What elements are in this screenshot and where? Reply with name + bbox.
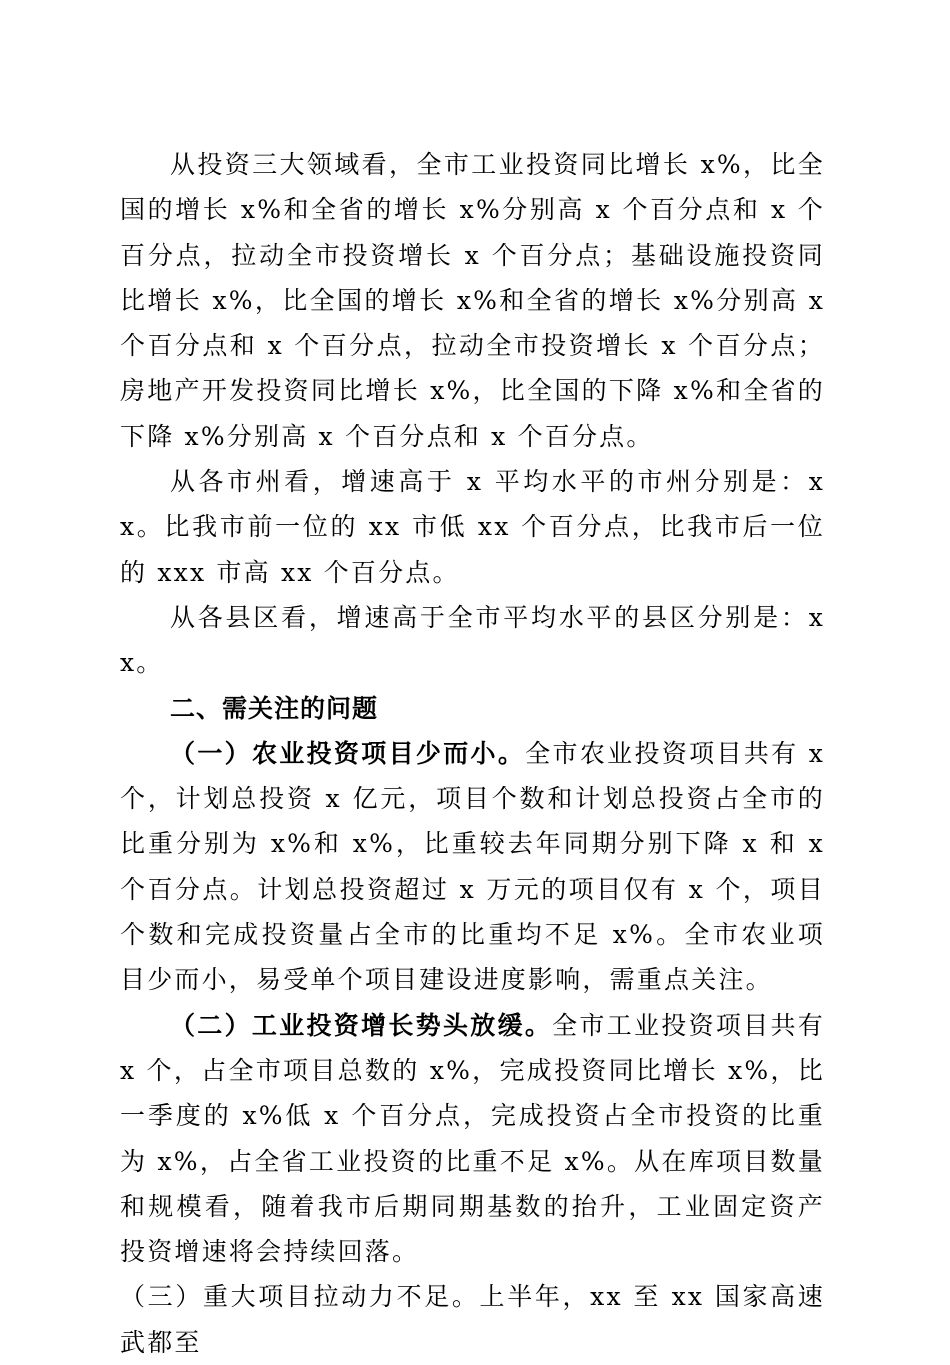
paragraph-cities: 从各市州看，增速高于 x 平均水平的市州分别是：xx。比我市前一位的 xx 市低 xx 个百分点，比我市后一位的 xxx 市高 xx 个百分点。 — [120, 467, 825, 587]
subheading-agriculture: （一）农业投资项目少而小。 — [170, 738, 526, 768]
paragraph-industry — [120, 1003, 825, 1275]
paragraph-agriculture — [120, 731, 825, 1003]
paragraph-counties: 从各县区看，增速高于全市平均水平的县区分别是：xx。 — [120, 602, 825, 678]
paragraph-investment-fields: 从投资三大领域看，全市工业投资同比增长 x%，比全国的增长 x%和全省的增长 x%分别高 x 个百分点和 x 个百分点，拉动全市投资增长 x 个百分点；基础设施投资同比增长 x%，比全国的增长 x%和全省的增长 x%分别高 x 个百分点和 x 个百分点，拉动全市投资增长 x 个百分点；房地产开发投资同比增长 x%，比全国的下降 x%和全省的下降 x%分别高 x 个百分点和 x 个百分点。 — [120, 150, 825, 451]
body-industry: 全市工业投资项目共有 x 个，占全市项目总数的 x%，完成投资同比增长 x%，比一季度的 x%低 x 个百分点，完成投资占全市投资的比重为 x%，占全省工业投资的比重不足 x%。从在库项目数量和规模看，随着我市后期同期基数的抬升，工业固定资产投资增速将会持续回落。 — [120, 1010, 825, 1267]
section-heading-issues: 二、需关注的问题 — [170, 693, 379, 723]
document-body — [120, 142, 825, 1365]
paragraph-major-projects: （三）重大项目拉动力不足。上半年，xx 至 xx 国家高速武都至 — [120, 1282, 825, 1357]
body-agriculture: 全市农业投资项目共有 x 个，计划总投资 x 亿元，项目个数和计划总投资占全市的比重分别为 x%和 x%，比重较去年同期分别下降 x 和 x 个百分点。计划总投资超过 x 万元的项目仅有 x 个，项目个数和完成投资量占全市的比重均不足 x%。全市农业项目少而小，易受单个项目建设进度影响，需重点关注。 — [120, 738, 825, 995]
subheading-industry: （二）工业投资增长势头放缓。 — [170, 1010, 553, 1040]
